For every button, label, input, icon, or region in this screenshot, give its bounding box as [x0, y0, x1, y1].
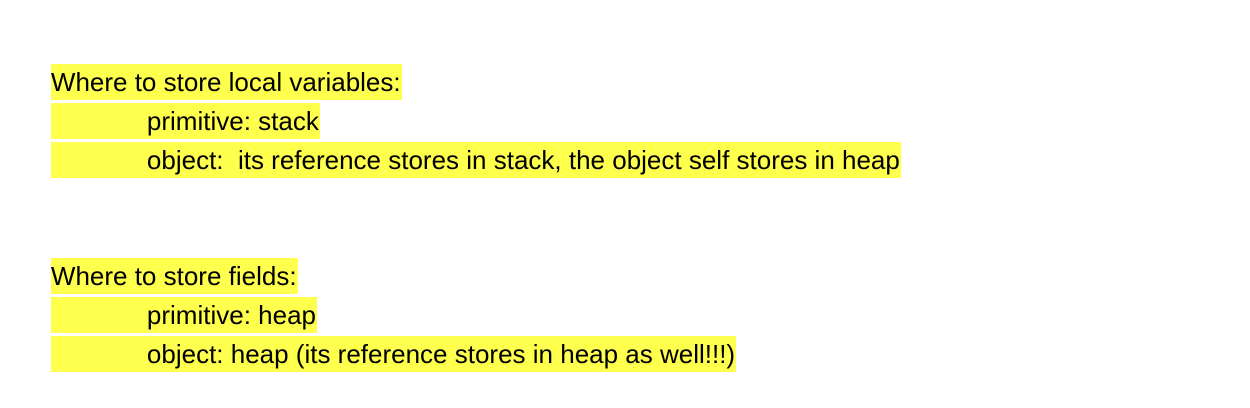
highlighted-text: [51, 336, 736, 372]
item-text: object: its reference stores in stack, the object self stores in heap: [146, 145, 900, 175]
highlighted-text: Where to store fields:: [51, 258, 298, 294]
section-fields-heading: [22, 222, 1222, 291]
highlighted-text: [51, 297, 317, 333]
highlighted-text: [51, 103, 320, 139]
item-text: object: heap (its reference stores in heap as well!!!): [146, 339, 736, 369]
highlighted-text: [51, 142, 901, 178]
highlighted-text: Where to store local variables:: [51, 64, 402, 100]
section-local-variables-heading: [22, 28, 1222, 97]
item-text: primitive: stack: [146, 106, 319, 136]
document-body: [22, 28, 1222, 369]
item-text: primitive: heap: [146, 300, 316, 330]
